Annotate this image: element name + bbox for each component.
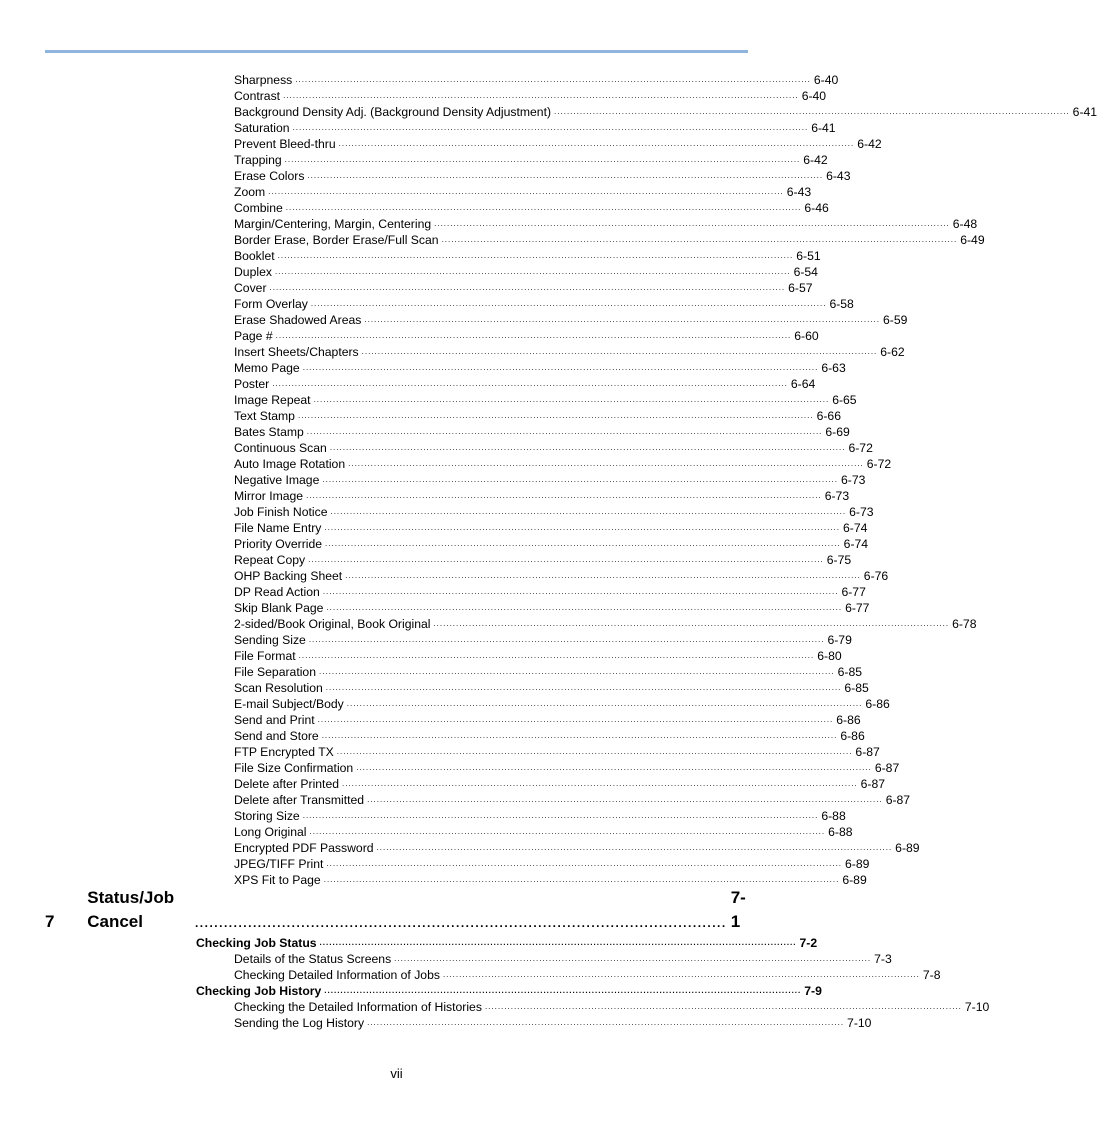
toc-entry[interactable] — [234, 248, 821, 264]
dot-leader: ................................................................................................................................................................ — [317, 715, 834, 724]
toc-entry-detailed-jobs[interactable] — [234, 967, 941, 983]
entry-page: 6-69 — [825, 425, 850, 439]
dot-leader: ................................................................................................................................................................ — [336, 747, 853, 756]
toc-entry-detailed-histories[interactable] — [234, 999, 990, 1015]
entry-title: Zoom — [234, 185, 266, 199]
entry-title: Sharpness — [234, 73, 293, 87]
entry-title: Auto Image Rotation — [234, 457, 346, 471]
entry-page: 6-89 — [845, 857, 870, 871]
dot-leader: ................................................................................................................................................................ — [329, 443, 846, 452]
dot-leader: ................................................................................................................................................................ — [277, 251, 794, 260]
entry-title: Duplex — [234, 265, 272, 279]
toc-entry[interactable] — [234, 456, 892, 472]
entry-title: Prevent Bleed-thru — [234, 137, 336, 151]
entry-page: 6-85 — [844, 681, 869, 695]
section-page: 7-2 — [799, 936, 818, 950]
entry-title: Details of the Status Screens — [234, 952, 392, 966]
entry-page: 6-87 — [885, 793, 911, 807]
chapter-page: 7-1 — [730, 888, 746, 931]
toc-entry[interactable] — [234, 376, 816, 392]
entry-page: 6-78 — [952, 617, 977, 631]
entry-page: 6-48 — [952, 217, 978, 231]
toc-entry[interactable] — [234, 584, 866, 600]
toc-entry[interactable] — [234, 648, 842, 664]
entry-page: 7-3 — [874, 952, 892, 966]
entry-title: E-mail Subject/Body — [234, 697, 344, 711]
dot-leader: ................................................................................................................................................................ — [275, 331, 792, 340]
toc-entry[interactable] — [234, 120, 836, 136]
entry-page: 6-54 — [793, 265, 818, 279]
dot-leader: ................................................................................................................................................................ — [356, 763, 872, 772]
entry-page: 6-63 — [821, 361, 846, 375]
dot-leader: ................................................................................................................................................................ — [318, 667, 835, 676]
entry-title: Skip Blank Page — [234, 601, 324, 615]
dot-leader: ................................................................................................................................................................ — [283, 91, 799, 100]
entry-title: 2-sided/Book Original, Book Original — [234, 617, 431, 631]
entry-page: 6-73 — [849, 505, 874, 519]
entry-title: Image Repeat — [234, 393, 311, 407]
toc-section-checking-job-status[interactable] — [196, 935, 818, 951]
dot-leader: ................................................................................................................................................................ — [297, 411, 814, 420]
dot-leader: .............................................................................................................. — [194, 916, 727, 930]
entry-title: Continuous Scan — [234, 441, 327, 455]
entry-page: 6-72 — [848, 441, 873, 455]
dot-leader: ................................................................................................................................................................ — [433, 619, 950, 628]
toc-entry[interactable] — [234, 216, 978, 232]
toc-entry[interactable] — [234, 360, 846, 376]
entry-page: 6-58 — [829, 297, 854, 311]
entry-page: 6-86 — [836, 713, 861, 727]
entry-page: 6-74 — [843, 537, 869, 551]
toc-entry[interactable] — [234, 504, 874, 520]
entry-page: 6-86 — [840, 729, 865, 743]
header-rule — [45, 50, 748, 53]
toc-entry[interactable] — [234, 296, 854, 312]
toc-entry[interactable] — [234, 824, 853, 840]
entry-page: 6-46 — [804, 201, 829, 215]
entry-page: 7-10 — [964, 1000, 990, 1014]
entry-page: 6-79 — [827, 633, 852, 647]
toc-entry-status-screens[interactable] — [234, 951, 892, 967]
entry-title: Insert Sheets/Chapters — [234, 345, 359, 359]
dot-leader: .................................................................................................................................................... — [394, 954, 872, 963]
entry-page: 6-77 — [841, 585, 866, 599]
dot-leader: .................................................................................................................................................... — [367, 1018, 845, 1027]
entry-title: Job Finish Notice — [234, 505, 328, 519]
toc-entry[interactable] — [234, 232, 985, 248]
entry-page: 6-49 — [960, 233, 985, 247]
dot-leader: ................................................................................................................................................................ — [284, 155, 801, 164]
dot-leader: ................................................................................................................................................................ — [342, 779, 858, 788]
dot-leader: ................................................................................................................................................................ — [295, 75, 811, 84]
entry-title: Memo Page — [234, 361, 300, 375]
toc-entry[interactable] — [234, 664, 863, 680]
dot-leader: ................................................................................................................................................................ — [313, 395, 830, 404]
dot-leader: ................................................................................................................................................................ — [298, 651, 815, 660]
entry-page: 7-8 — [922, 968, 941, 982]
section-page: 7-9 — [804, 984, 822, 998]
entry-title: Poster — [234, 377, 270, 391]
chapter-title: Status/Job Cancel — [87, 888, 175, 931]
toc-entry[interactable] — [234, 856, 870, 872]
entry-page: 6-73 — [841, 473, 866, 487]
entry-page: 6-43 — [826, 169, 851, 183]
toc-entry[interactable] — [234, 632, 852, 648]
toc-entry[interactable] — [234, 872, 867, 888]
entry-title: Saturation — [234, 121, 290, 135]
dot-leader: ................................................................................................................................................................ — [326, 859, 843, 868]
toc-entry[interactable] — [234, 440, 873, 456]
dot-leader: ................................................................................................................................................................ — [434, 219, 950, 228]
toc-entry[interactable] — [234, 568, 889, 584]
entry-page: 6-41 — [811, 121, 836, 135]
dot-leader: ................................................................................................................................................................ — [367, 795, 883, 804]
dot-leader: ................................................................................................................................................................ — [325, 683, 842, 692]
dot-leader: ................................................................................................................................................................ — [308, 555, 824, 564]
entry-title: Checking the Detailed Information of Histories — [234, 1000, 482, 1014]
toc-entry[interactable] — [234, 328, 819, 344]
entry-page: 6-89 — [842, 873, 867, 887]
entry-page: 6-51 — [796, 249, 821, 263]
chapter-number: 7 — [45, 912, 55, 931]
entry-page: 6-88 — [828, 825, 853, 839]
toc-entry[interactable] — [234, 312, 908, 328]
entry-page: 6-62 — [880, 345, 905, 359]
dot-leader: ................................................................................................................................................................ — [308, 635, 825, 644]
entry-page: 6-76 — [863, 569, 889, 583]
dot-leader: ................................................................................................................................................................ — [272, 379, 788, 388]
dot-leader: ................................................................................................................................................................ — [302, 363, 819, 372]
entry-page: 6-64 — [790, 377, 816, 391]
entry-title: Sending the Log History — [234, 1016, 365, 1030]
section-title: Checking Job Status — [196, 936, 317, 950]
entry-page: 6-87 — [855, 745, 880, 759]
toc-entry[interactable] — [234, 488, 850, 504]
entry-page: 6-87 — [874, 761, 900, 775]
toc-entry[interactable] — [234, 760, 900, 776]
entry-page: 6-59 — [883, 313, 908, 327]
entry-page: 6-42 — [857, 137, 882, 151]
entry-title: Delete after Transmitted — [234, 793, 365, 807]
entry-page: 6-43 — [786, 185, 812, 199]
dot-leader: ................................................................................................................................................................ — [361, 347, 878, 356]
entry-title: Encrypted PDF Password — [234, 841, 374, 855]
dot-leader: .................................................................................................................................................... — [484, 1002, 962, 1011]
toc-entry[interactable] — [234, 536, 869, 552]
toc-entry[interactable] — [234, 696, 890, 712]
toc-entry[interactable] — [234, 744, 880, 760]
entry-title: Form Overlay — [234, 297, 308, 311]
toc-entry[interactable] — [234, 136, 882, 152]
entry-title: Erase Shadowed Areas — [234, 313, 362, 327]
dot-leader: ................................................................................................................................................................ — [268, 187, 784, 196]
entry-title: Background Density Adj. (Background Density Adjustment) — [234, 105, 552, 119]
entry-title: OHP Backing Sheet — [234, 569, 343, 583]
dot-leader: ................................................................................................................................................................ — [307, 171, 824, 180]
toc-section-checking-job-history[interactable] — [196, 983, 822, 999]
dot-leader: ................................................................................................................................................................ — [554, 107, 1070, 116]
toc-entry[interactable] — [234, 840, 920, 856]
entry-title: Send and Print — [234, 713, 315, 727]
toc-entry[interactable] — [234, 408, 841, 424]
toc-entry[interactable] — [234, 728, 865, 744]
section-title: Checking Job History — [196, 984, 322, 998]
entry-page: 6-40 — [801, 89, 827, 103]
toc-entry[interactable] — [234, 344, 905, 360]
entry-page: 6-73 — [824, 489, 850, 503]
entry-title: File Format — [234, 649, 296, 663]
entry-title: Contrast — [234, 89, 281, 103]
dot-leader: ................................................................................................................................................................ — [364, 315, 880, 324]
toc-entry[interactable] — [234, 104, 1097, 120]
dot-leader: ................................................................................................................................................................ — [306, 491, 822, 500]
dot-leader: ................................................................................................................................................................ — [346, 699, 863, 708]
entry-title: Repeat Copy — [234, 553, 306, 567]
dot-leader: ................................................................................................................................................................ — [441, 235, 958, 244]
chapter-heading[interactable] — [45, 888, 748, 934]
dot-leader: ................................................................................................................................................................ — [376, 843, 893, 852]
entry-title: Erase Colors — [234, 169, 305, 183]
dot-leader: ................................................................................................................................................................ — [345, 571, 861, 580]
dot-leader: ................................................................................................................................................................ — [310, 299, 827, 308]
entry-page: 6-42 — [803, 153, 828, 167]
entry-title: Delete after Printed — [234, 777, 340, 791]
entry-title: Storing Size — [234, 809, 300, 823]
entry-title: File Size Confirmation — [234, 761, 354, 775]
entry-page: 6-86 — [865, 697, 890, 711]
toc-entry[interactable] — [234, 152, 828, 168]
entry-title: Text Stamp — [234, 409, 295, 423]
dot-leader: ................................................................................................................................................................ — [274, 267, 791, 276]
dot-leader: ................................................................................................................................................................ — [348, 459, 864, 468]
entry-title: Border Erase, Border Erase/Full Scan — [234, 233, 439, 247]
entry-title: Sending Size — [234, 633, 306, 647]
dot-leader: .................................................................................................................................................... — [442, 970, 920, 979]
entry-page: 6-77 — [845, 601, 870, 615]
dot-leader: ................................................................................................................................................................ — [306, 427, 823, 436]
entry-title: FTP Encrypted TX — [234, 745, 334, 759]
entry-title: Mirror Image — [234, 489, 304, 503]
toc-entry[interactable] — [234, 472, 866, 488]
entry-page: 6-89 — [895, 841, 920, 855]
dot-leader: ................................................................................................................................................................ — [338, 139, 855, 148]
entry-title: Checking Detailed Information of Jobs — [234, 968, 440, 982]
toc-entry[interactable] — [234, 280, 813, 296]
toc-entry[interactable] — [234, 792, 911, 808]
toc-entry[interactable] — [234, 168, 851, 184]
entry-page: 6-40 — [813, 73, 839, 87]
entry-page: 6-66 — [816, 409, 841, 423]
dot-leader: .................................................................................................................................................... — [319, 938, 797, 947]
entry-page: 6-85 — [837, 665, 863, 679]
toc-entry[interactable] — [234, 552, 852, 568]
entry-title: Scan Resolution — [234, 681, 323, 695]
entry-title: XPS Fit to Page — [234, 873, 321, 887]
toc-entry[interactable] — [234, 392, 857, 408]
entry-title: File Name Entry — [234, 521, 322, 535]
toc-entry[interactable] — [234, 712, 861, 728]
entry-page: 6-80 — [817, 649, 842, 663]
dot-leader: ................................................................................................................................................................ — [325, 539, 841, 548]
dot-leader: ................................................................................................................................................................ — [292, 123, 809, 132]
toc-entry[interactable] — [234, 72, 839, 88]
toc-entry[interactable] — [234, 600, 870, 616]
entry-title: Bates Stamp — [234, 425, 304, 439]
dot-leader: ................................................................................................................................................................ — [323, 875, 840, 884]
toc-entry[interactable] — [234, 264, 818, 280]
dot-leader: ................................................................................................................................................................ — [269, 283, 786, 292]
entry-title: JPEG/TIFF Print — [234, 857, 324, 871]
entry-page: 6-75 — [826, 553, 852, 567]
entry-title: DP Read Action — [234, 585, 320, 599]
entry-page: 6-74 — [843, 521, 868, 535]
entry-title: Cover — [234, 281, 267, 295]
entry-title: Combine — [234, 201, 283, 215]
entry-page: 6-60 — [794, 329, 819, 343]
toc-entry[interactable] — [234, 776, 886, 792]
entry-title: Send and Store — [234, 729, 319, 743]
entry-title: Margin/Centering, Margin, Centering — [234, 217, 432, 231]
entry-title: Booklet — [234, 249, 275, 263]
entry-page: 7-10 — [847, 1016, 872, 1030]
entry-title: Page # — [234, 329, 273, 343]
entry-page: 6-41 — [1072, 105, 1097, 119]
entry-title: Priority Override — [234, 537, 323, 551]
dot-leader: ................................................................................................................................................................ — [322, 587, 839, 596]
entry-title: File Separation — [234, 665, 316, 679]
entry-page: 6-72 — [866, 457, 892, 471]
toc-entry[interactable] — [234, 680, 869, 696]
entry-page: 6-65 — [832, 393, 857, 407]
dot-leader: ................................................................................................................................................................ — [324, 523, 840, 532]
toc-entry[interactable] — [234, 808, 846, 824]
entry-page: 6-57 — [788, 281, 813, 295]
entry-title: Long Original — [234, 825, 307, 839]
dot-leader: ................................................................................................................................................................ — [309, 827, 826, 836]
dot-leader: ................................................................................................................................................................ — [326, 603, 843, 612]
dot-leader: .................................................................................................................................................... — [324, 986, 802, 995]
toc-entry[interactable] — [234, 88, 827, 104]
dot-leader: ................................................................................................................................................................ — [330, 507, 847, 516]
entry-page: 6-87 — [860, 777, 886, 791]
toc-entry-log-history[interactable] — [234, 1015, 872, 1031]
dot-leader: ................................................................................................................................................................ — [322, 475, 838, 484]
entry-title: Trapping — [234, 153, 282, 167]
toc-entry[interactable] — [234, 520, 868, 536]
toc-entry[interactable] — [234, 184, 812, 200]
dot-leader: ................................................................................................................................................................ — [302, 811, 819, 820]
toc-entry[interactable] — [234, 200, 829, 216]
dot-leader: ................................................................................................................................................................ — [321, 731, 838, 740]
entry-page: 6-88 — [821, 809, 846, 823]
dot-leader: ................................................................................................................................................................ — [285, 203, 802, 212]
toc-entry[interactable] — [234, 616, 977, 632]
entry-title: Negative Image — [234, 473, 320, 487]
toc-entry[interactable] — [234, 424, 850, 440]
page-number-footer: vii — [390, 1066, 403, 1081]
